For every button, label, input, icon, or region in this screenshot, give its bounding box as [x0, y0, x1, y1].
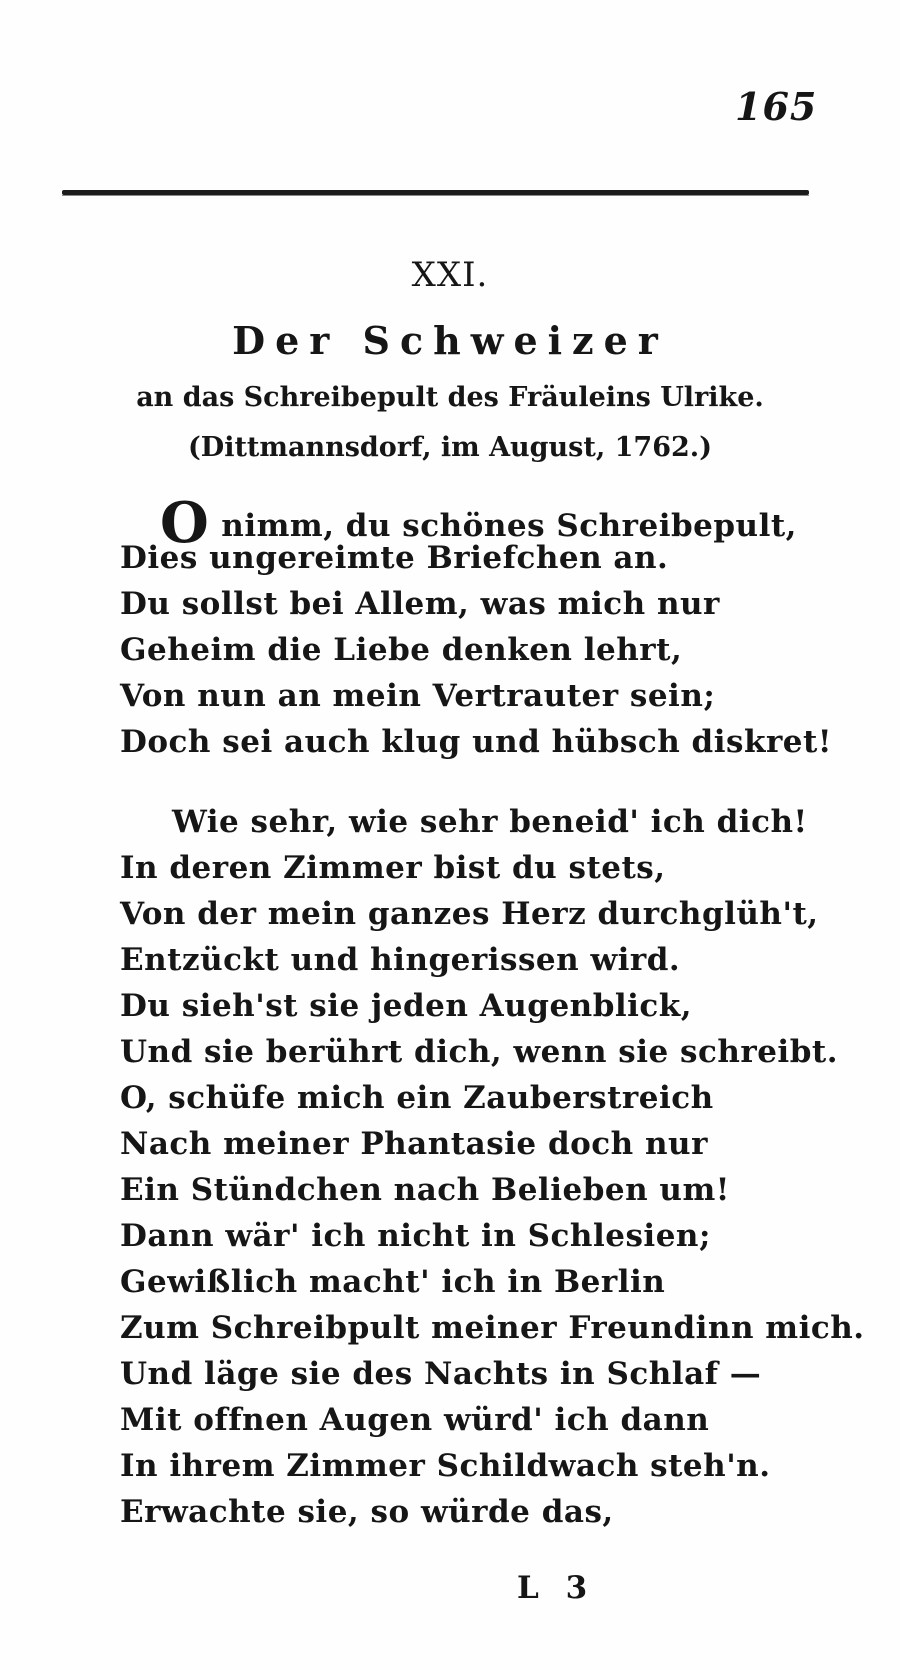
poem-line: Zum Schreibpult meiner Freundinn mich.	[120, 1310, 865, 1346]
poem-line: In ihrem Zimmer Schildwach steh'n.	[120, 1448, 771, 1484]
poem-line: Erwachte sie, so würde das,	[120, 1494, 614, 1530]
poem-line: Dies ungereimte Briefchen an.	[120, 540, 669, 576]
poem-line: Doch sei auch klug und hübsch diskret!	[120, 724, 832, 760]
poem-dateline: (Dittmannsdorf, im August, 1762.)	[188, 432, 712, 463]
poem-line: Dann wär' ich nicht in Schlesien;	[120, 1218, 711, 1254]
poem-line: Nach meiner Phantasie doch nur	[120, 1126, 708, 1162]
poem-line: O, schüfe mich ein Zauberstreich	[120, 1080, 714, 1116]
poem-line: Von der mein ganzes Herz durchglüh't,	[120, 896, 819, 932]
poem-line: Und sie berührt dich, wenn sie schreibt.	[120, 1034, 838, 1070]
poem-line: Und läge sie des Nachts in Schlaf —	[120, 1356, 762, 1392]
poem-line: Von nun an mein Vertrauter sein;	[120, 678, 716, 714]
poem-line: Du sieh'st sie jeden Augenblick,	[120, 988, 693, 1024]
poem-line: Geheim die Liebe denken lehrt,	[120, 632, 683, 668]
poem-line: Gewißlich macht' ich in Berlin	[120, 1264, 666, 1300]
poem-title: Der Schweizer	[232, 318, 668, 363]
drop-cap: O	[160, 490, 210, 556]
signature-mark: L 3	[517, 1570, 596, 1606]
poem-line: Entzückt und hingerissen wird.	[120, 942, 681, 978]
poem-line-text: nimm, du schönes Schreibepult,	[221, 508, 797, 544]
poem-line: In deren Zimmer bist du stets,	[120, 850, 666, 886]
poem-number: XXI.	[411, 255, 489, 295]
poem-line: Du sollst bei Allem, was mich nur	[120, 586, 720, 622]
poem-line: Wie sehr, wie sehr beneid' ich dich!	[172, 804, 808, 840]
poem-line: Mit offnen Augen würd' ich dann	[120, 1402, 710, 1438]
poem-subtitle: an das Schreibepult des Fräuleins Ulrike.	[136, 382, 764, 413]
poem-line: Ein Stündchen nach Belieben um!	[120, 1172, 730, 1208]
page-number: 165	[735, 84, 818, 129]
